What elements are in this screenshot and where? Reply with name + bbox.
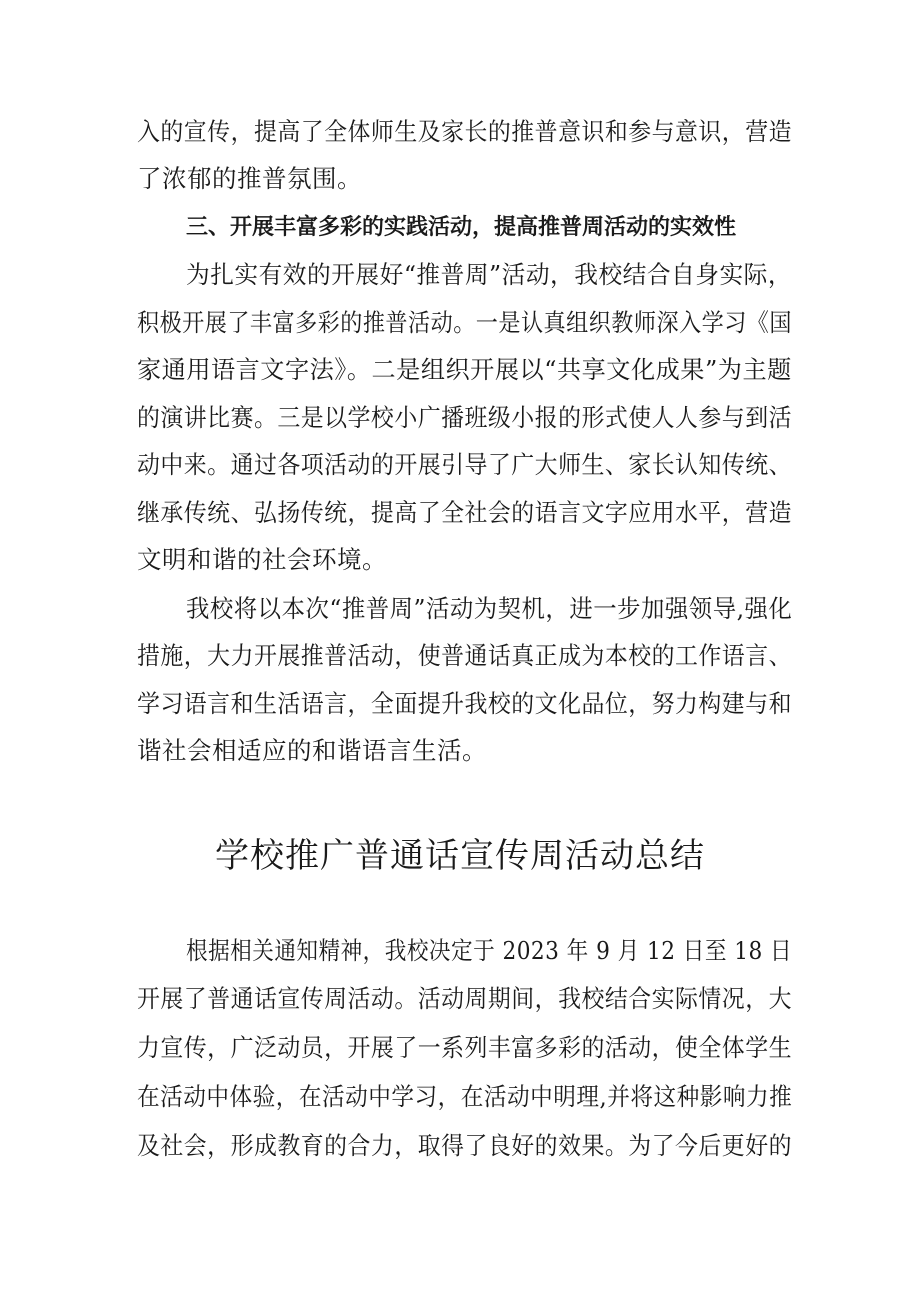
text-line: 及社会，形成教育的合力，取得了良好的效果。为了今后更好的 [137, 1131, 792, 1160]
text-line: 力宣传，广泛动员，开展了一系列丰富多彩的活动，使全体学生 [137, 1033, 792, 1062]
text-line: 谐社会相适应的和谐语言生活。 [137, 736, 487, 765]
text-line: 入的宣传，提高了全体师生及家长的推普意识和参与意识，营造 [137, 117, 792, 146]
text-line: 在活动中体验，在活动中学习，在活动中明理,并将这种影响力推 [137, 1082, 793, 1111]
text-line: 措施，大力开展推普活动，使普通话真正成为本校的工作语言、 [137, 641, 792, 670]
text-line: 动中来。通过各项活动的开展引导了广大师生、家长认知传统、 [137, 450, 792, 479]
text-line: 根据相关通知精神，我校决定于 2023 年 9 月 12 日至 18 日 [186, 936, 793, 965]
text-line: 我校将以本次“推普周”活动为契机，进一步加强领导,强化 [186, 594, 793, 623]
text-line: 继承传统、弘扬传统，提高了全社会的语言文字应用水平，营造 [137, 498, 792, 527]
text-line: 开展了普通话宣传周活动。活动周期间，我校结合实际情况，大 [137, 984, 792, 1013]
text-line: 文明和谐的社会环境。 [137, 545, 387, 574]
text-line: 的演讲比赛。三是以学校小广播班级小报的形式使人人参与到活 [137, 403, 792, 432]
text-line: 积极开展了丰富多彩的推普活动。一是认真组织教师深入学习《国 [137, 308, 792, 337]
text-line: 学习语言和生活语言，全面提升我校的文化品位，努力构建与和 [137, 689, 792, 718]
text-line: 了浓郁的推普氛围。 [137, 164, 362, 193]
text-line: 家通用语言文字法》。二是组织开展以“共享文化成果”为主题 [137, 355, 792, 384]
text-line: 为扎实有效的开展好“推普周”活动，我校结合自身实际， [186, 260, 793, 289]
section-heading: 三、开展丰富多彩的实践活动，提高推普周活动的实效性 [186, 215, 737, 240]
article-title: 学校推广普通话宣传周活动总结 [215, 836, 705, 876]
